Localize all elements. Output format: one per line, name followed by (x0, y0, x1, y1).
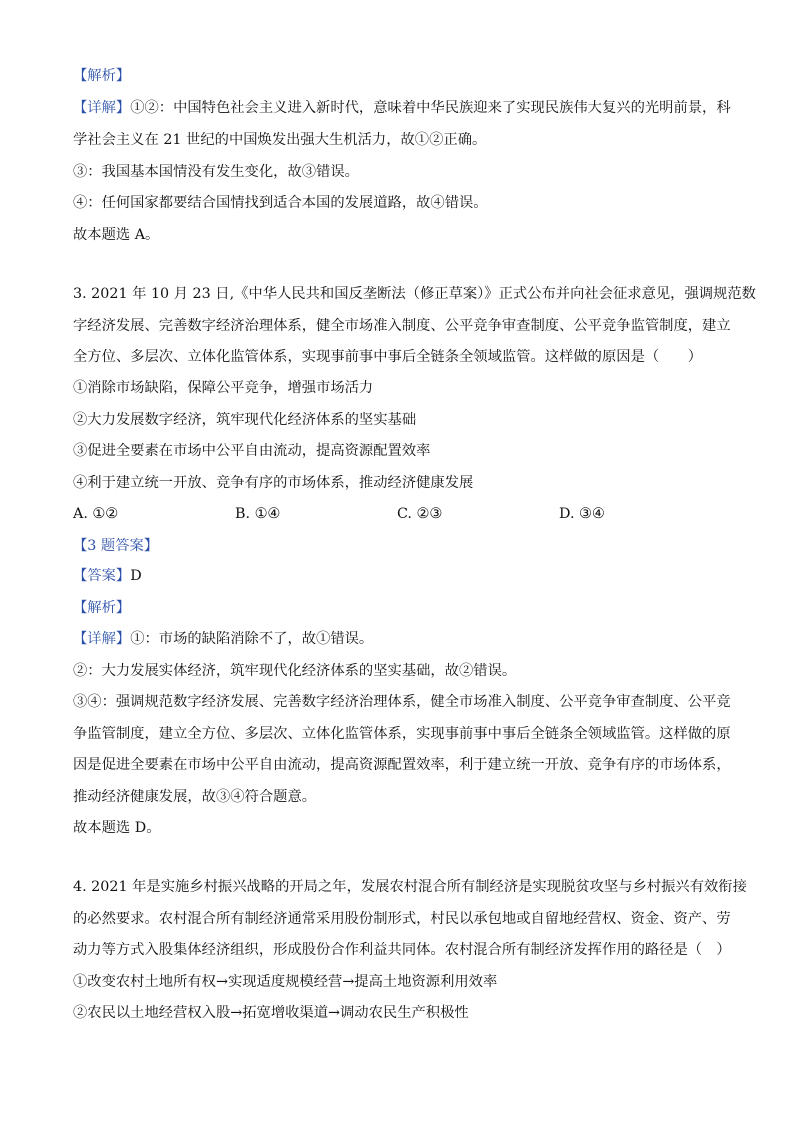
q3-detail-line-6: 推动经济健康发展，故③④符合题意。 (73, 789, 317, 805)
q3-option-b: B. ①④ (235, 506, 281, 522)
q3-item-4: ④利于建立统一开放、竞争有序的市场体系，推动经济健康发展 (73, 475, 474, 491)
q4-item-2: ②农民以土地经营权入股→拓宽增收渠道→调动农民生产积极性 (73, 1005, 469, 1021)
q3-item-2: ②大力发展数字经济，筑牢现代化经济体系的坚实基础 (73, 412, 417, 428)
q3-answer-value: D (130, 568, 142, 584)
q2-detail-line-1 (73, 98, 731, 118)
q3-detail-line-5: 因是促进全要素在市场中公平自由流动，提高资源配置效率，利于建立统一开放、竞争有序的市场体系， (73, 757, 731, 773)
q3-option-d: D. ③④ (559, 506, 605, 522)
q2-detail-text-1: ①②：中国特色社会主义进入新时代，意味着中华民族迎来了实现民族伟大复兴的光明前景，科 (130, 100, 731, 116)
q3-stem-line-1: 3. 2021 年 10 月 23 日,《中华人民共和国反垄断法（修正草案）》正式公布并向社会征求意见，强调规范数 (73, 286, 756, 302)
q3-option-a: A. ①② (73, 506, 119, 522)
q2-conclusion: 故本题选 A。 (73, 227, 160, 243)
q3-detail-line-3: ③④：强调规范数字经济发展、完善数字经济治理体系，健全市场准入制度、公平竞争审查制度、公平竞 (73, 694, 731, 710)
q2-detail-line-2: 学社会主义在 21 世纪的中国焕发出强大生机活力，故①②正确。 (73, 132, 487, 148)
q3-item-3: ③促进全要素在市场中公平自由流动，提高资源配置效率 (73, 443, 431, 459)
q4-stem-line-2: 的必然要求。农村混合所有制经济通常采用股份制形式，村民以承包地或自留地经营权、资金、资产、劳 (73, 911, 731, 927)
q2-detail-line-3: ③：我国基本国情没有发生变化，故③错误。 (73, 164, 359, 180)
q4-item-1: ①改变农村土地所有权→实现适度规模经营→提高土地资源利用效率 (73, 974, 498, 990)
q3-analysis-tag: 【解析】 (73, 600, 131, 616)
q3-stem-line-3: 全方位、多层次、立体化监管体系，实现事前事中事后全链条全领域监管。这样做的原因是（ ） (73, 349, 703, 365)
q3-answer-line (73, 566, 728, 586)
q3-conclusion: 故本题选 D。 (73, 820, 161, 836)
q3-detail-text-1: ①：市场的缺陷消除不了，故①错误。 (130, 631, 374, 647)
q2-analysis-tag: 【解析】 (73, 68, 131, 84)
q3-option-c: C. ②③ (397, 506, 443, 522)
q4-stem-line-1: 4. 2021 年是实施乡村振兴战略的开局之年，发展农村混合所有制经济是实现脱贫攻坚与乡村振兴有效衔接 (73, 879, 747, 895)
q3-detail-line-1 (73, 629, 728, 649)
q3-answer-tag: 【答案】 (73, 568, 131, 584)
q2-detail-line-4: ④：任何国家都要结合国情找到适合本国的发展道路，故④错误。 (73, 195, 488, 211)
q3-detail-line-2: ②：大力发展实体经济，筑牢现代化经济体系的坚实基础，故②错误。 (73, 663, 517, 679)
q2-detail-tag: 【详解】 (73, 100, 131, 116)
q3-detail-tag: 【详解】 (73, 631, 131, 647)
q3-stem-line-2: 字经济发展、完善数字经济治理体系，健全市场准入制度、公平竞争审查制度、公平竞争监管制度，建立 (73, 318, 731, 334)
q4-stem-line-3: 动力等方式入股集体经济组织，形成股份合作利益共同体。农村混合所有制经济发挥作用的路径是（ ） (73, 942, 731, 958)
q3-options (73, 504, 728, 524)
q3-detail-line-4: 争监管制度，建立全方位、多层次、立体化监管体系，实现事前事中事后全链条全领域监管。这样做的原 (73, 726, 731, 742)
q3-item-1: ①消除市场缺陷，保障公平竞争，增强市场活力 (73, 380, 374, 396)
q3-answer-header: 【3 题答案】 (73, 538, 159, 554)
